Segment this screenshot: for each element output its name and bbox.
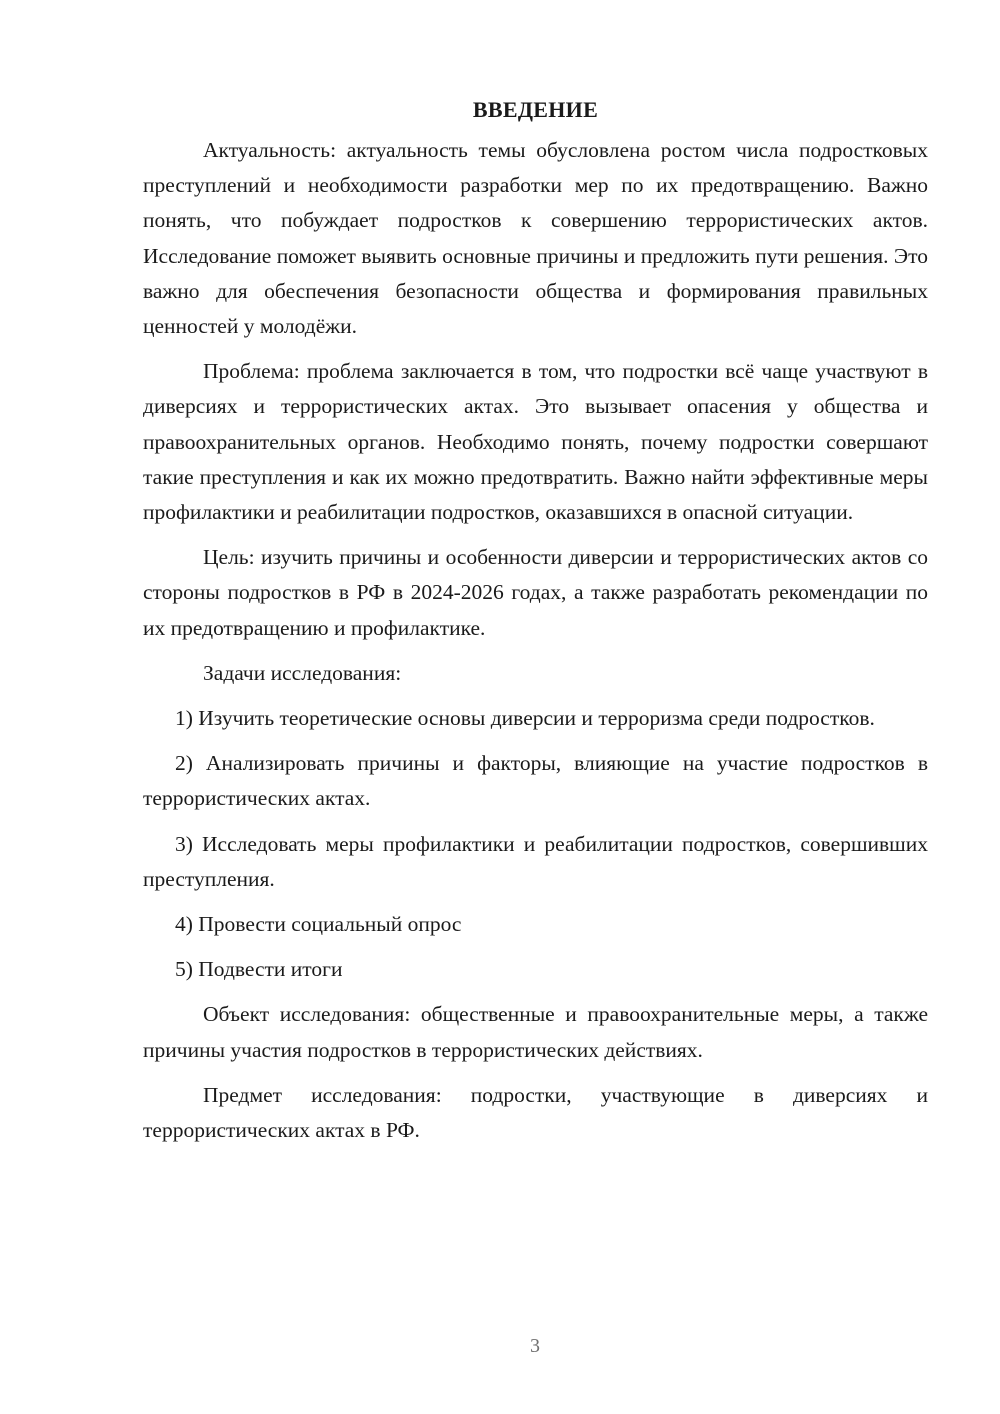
subject-paragraph: Предмет исследования: подростки, участвующие в диверсиях и террористических актах в РФ.: [143, 1082, 928, 1143]
page-number: 3: [530, 1335, 540, 1357]
task-item: 2) Анализировать причины и факторы, влияющие на участие подростков в террористических актах.: [143, 751, 928, 811]
goal-paragraph: Цель: изучить причины и особенности диверсии и террористических актов со стороны подростков в РФ в 2024-2026 годах, а также разработать рекомендации по их предотвращению и профилактике.: [143, 545, 928, 640]
relevance-paragraph: Актуальность: актуальность темы обусловлена ростом числа подростковых преступлений и необходимости разработки мер по их предотвращению. Важно понять, что побуждает подростков к совершению террористических актов. Исследование поможет выявить основные причины и предложить пути решения. Это важно для обеспечения безопасности общества и формирования правильных ценностей у молодёжи.: [143, 138, 928, 339]
problem-paragraph: Проблема: проблема заключается в том, что подростки всё чаще участвуют в диверсиях и террористических актах. Это вызывает опасения у общества и правоохранительных органов. Необходимо понять, почему подростки совершают такие преступления и как их можно предотвратить. Важно найти эффективные меры профилактики и реабилитации подростков, оказавшихся в опасной ситуации.: [143, 359, 928, 525]
task-item: 3) Исследовать меры профилактики и реабилитации подростков, совершивших преступления.: [143, 831, 928, 891]
task-item: 5) Подвести итоги: [175, 957, 343, 982]
task-item: 1) Изучить теоретические основы диверсии и терроризма среди подростков.: [175, 706, 875, 731]
tasks-heading: Задачи исследования:: [203, 660, 402, 685]
object-paragraph: Объект исследования: общественные и правоохранительные меры, а также причины участия подростков в террористических действиях.: [143, 1002, 928, 1062]
page-content: [143, 92, 928, 1148]
section-title: ВВЕДЕНИЕ: [472, 97, 599, 122]
task-item: 4) Провести социальный опрос: [175, 912, 462, 937]
tasks-list: [143, 701, 928, 987]
